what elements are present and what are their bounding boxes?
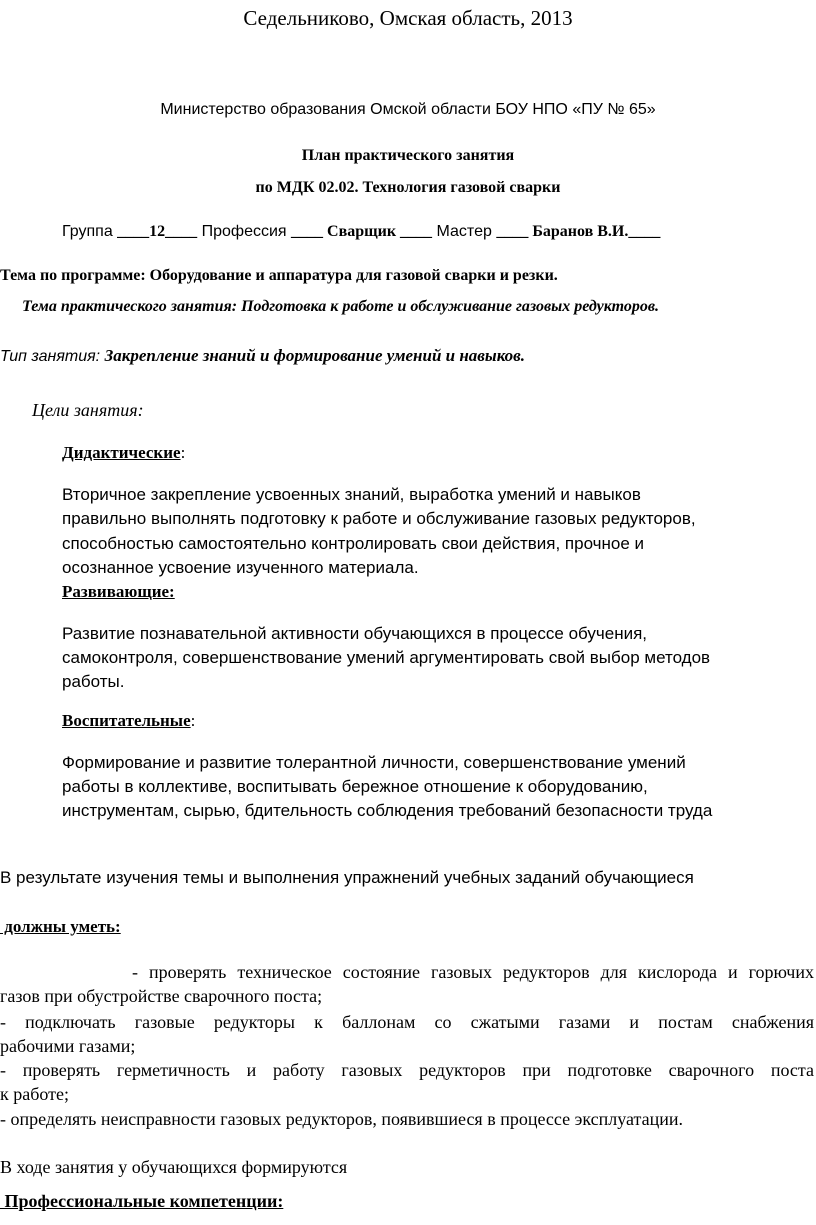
educational-heading-text: Воспитательные bbox=[62, 711, 191, 730]
didactic-line: Вторичное закрепление усвоенных знаний, выработка умений и навыков bbox=[62, 485, 641, 504]
didactic-line: правильно выполнять подготовку к работе и обслуживание газовых редукторов, bbox=[62, 509, 696, 528]
educational-line: инструментам, сырью, бдительность соблюдения требований безопасности труда bbox=[62, 801, 713, 820]
didactic-heading-text: Дидактические bbox=[62, 443, 181, 462]
program-topic: Тема по программе: Оборудование и аппаратура для газовой сварки и резки. bbox=[0, 267, 558, 284]
skill-line: к работе; bbox=[0, 1084, 70, 1104]
didactic-line: способностью самостоятельно контролировать свои действия, прочное и bbox=[62, 534, 645, 553]
plan-subject: по МДК 02.02. Технология газовой сварки bbox=[255, 179, 561, 196]
lesson-type-value: Закрепление знаний и формирование умений и навыков. bbox=[104, 346, 526, 365]
lesson-type-label: Тип занятия: bbox=[0, 348, 105, 365]
skill-line: - подключать газовые редукторы к баллонам со сжатыми газами и постам снабжения bbox=[0, 1012, 814, 1032]
didactic-heading bbox=[62, 443, 185, 463]
group-value: ____12____ bbox=[117, 223, 198, 240]
profession-value: ____ Сварщик ____ bbox=[291, 223, 433, 240]
must-heading: должны уметь: bbox=[0, 917, 121, 936]
skill-line: рабочими газами; bbox=[0, 1036, 136, 1056]
developing-heading: Развивающие: bbox=[62, 582, 175, 601]
skill-line: - проверять герметичность и работу газовых редукторов при подготовке сварочного поста bbox=[0, 1060, 814, 1080]
educational-line: Формирование и развитие толерантной личности, совершенствование умений bbox=[62, 753, 686, 772]
educational-line: работы в коллективе, воспитывать бережное отношение к оборудованию, bbox=[62, 777, 648, 796]
plan-title: План практического занятия bbox=[301, 147, 515, 164]
ministry-line: Министерство образования Омской области БОУ НПО «ПУ № 65» bbox=[160, 101, 656, 118]
competencies-heading: Профессиональные компетенции: bbox=[0, 1191, 284, 1211]
developing-line: работы. bbox=[62, 672, 125, 691]
educational-heading bbox=[62, 711, 195, 731]
skill-line: - определять неисправности газовых редукторов, появившиеся в процессе эксплуатации. bbox=[0, 1109, 683, 1129]
skill-line: - проверять техническое состояние газовых редукторов для кислорода и горючих bbox=[0, 962, 814, 982]
master-label: Мастер bbox=[432, 223, 497, 240]
lesson-type bbox=[0, 346, 525, 366]
lesson-topic: Тема практического занятия: Подготовка к работе и обслуживание газовых редукторов. bbox=[22, 298, 659, 315]
didactic-heading-colon: : bbox=[180, 443, 186, 462]
results-intro: В результате изучения темы и выполнения упражнений учебных заданий обучающиеся bbox=[0, 868, 694, 887]
developing-line: Развитие познавательной активности обучающихся в процессе обучения, bbox=[62, 624, 648, 643]
formed-intro: В ходе занятия у обучающихся формируются bbox=[0, 1157, 348, 1177]
place-year: Седельниково, Омская область, 2013 bbox=[243, 6, 573, 30]
skill-line: газов при обустройстве сварочного поста; bbox=[0, 986, 323, 1006]
group-label: Группа bbox=[62, 223, 118, 240]
group-line bbox=[62, 223, 660, 241]
profession-label: Профессия bbox=[197, 223, 292, 240]
goals-title: Цели занятия: bbox=[32, 400, 144, 420]
master-value: ____ Баранов В.И.____ bbox=[496, 223, 661, 240]
didactic-line: осознанное усвоение изученного материала. bbox=[62, 558, 419, 577]
developing-line: самоконтроля, совершенствование умений аргументировать свой выбор методов bbox=[62, 648, 711, 667]
educational-heading-colon: : bbox=[190, 711, 196, 730]
